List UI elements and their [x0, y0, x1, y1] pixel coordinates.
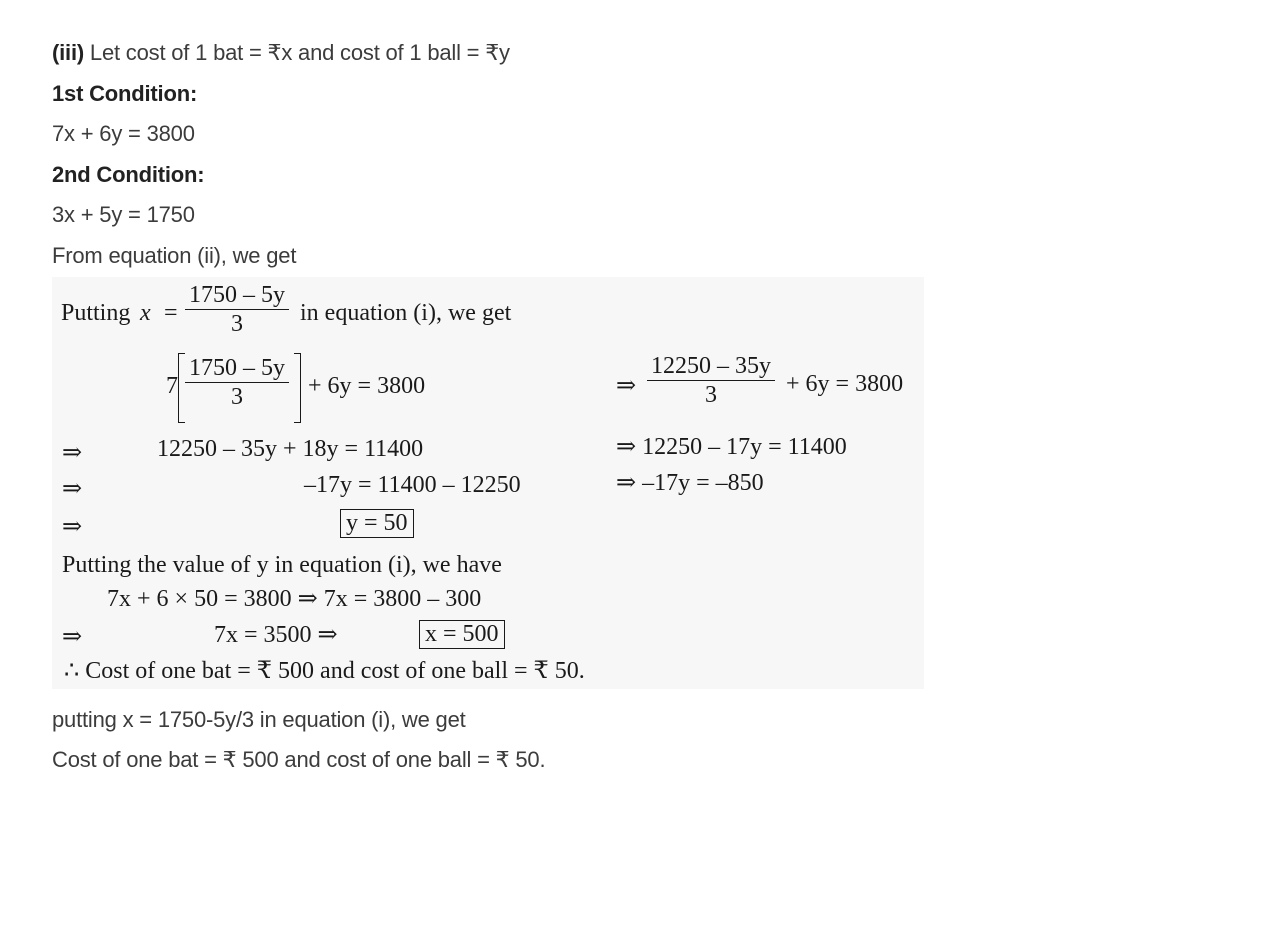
step1-fraction-denominator: 3	[231, 384, 243, 410]
step1-left-rest: + 6y = 3800	[308, 373, 426, 399]
solution-image	[52, 277, 924, 689]
implies-arrow: ⇒	[62, 624, 83, 650]
conclusion-line: ∴ Cost of one bat = ₹ 500 and cost of one ball = ₹ 50.	[64, 658, 585, 684]
condition-1-title: 1st Condition:	[52, 81, 198, 106]
final-answer-line: Cost of one bat = ₹ 500 and cost of one ball = ₹ 50.	[52, 747, 546, 772]
step6-left: 7x = 3500 ⇒	[214, 622, 338, 648]
step1-coefficient: 7	[166, 373, 178, 399]
part-label: (iii)	[52, 40, 84, 65]
putting-eq-sign: =	[164, 300, 178, 326]
fraction-x-denominator: 3	[231, 311, 243, 337]
putting-suffix: in equation (i), we get	[300, 300, 512, 326]
step1-right-denominator: 3	[705, 382, 717, 408]
implies-arrow: ⇒	[62, 514, 83, 540]
fraction-x	[185, 281, 289, 338]
condition-1-equation: 7x + 6y = 3800	[52, 121, 195, 146]
putting-var: x	[140, 300, 151, 326]
value-y-line: Putting the value of y in equation (i), we have	[62, 552, 502, 578]
boxed-y-answer: y = 50	[340, 509, 414, 538]
step1-right-rest: + 6y = 3800	[786, 371, 904, 397]
right-bracket	[294, 353, 301, 423]
implies-arrow: ⇒	[62, 440, 83, 466]
step1-right-fraction	[647, 352, 775, 409]
fraction-x-numerator: 1750 – 5y	[189, 282, 285, 308]
step2-left: 12250 – 35y + 18y = 11400	[157, 436, 424, 462]
intro-line	[52, 40, 510, 66]
step3-left: –17y = 11400 – 12250	[304, 472, 521, 498]
step2-right: ⇒ 12250 – 17y = 11400	[616, 434, 847, 460]
intro-text: Let cost of 1 bat = ₹x and cost of 1 ball = ₹y	[84, 40, 510, 65]
step3-right: ⇒ –17y = –850	[616, 470, 764, 496]
left-bracket	[178, 353, 185, 423]
boxed-x-answer: x = 500	[419, 620, 505, 649]
implies-arrow: ⇒	[62, 476, 83, 502]
condition-2-equation: 3x + 5y = 1750	[52, 202, 195, 227]
step1-fraction	[185, 354, 289, 411]
condition-2-title: 2nd Condition:	[52, 162, 205, 187]
step5: 7x + 6 × 50 = 3800 ⇒ 7x = 3800 – 300	[107, 586, 482, 612]
putting-x-line: putting x = 1750-5y/3 in equation (i), we get	[52, 707, 466, 732]
putting-prefix: Putting	[61, 300, 131, 326]
step1-right-numerator: 12250 – 35y	[651, 353, 771, 379]
step1-fraction-numerator: 1750 – 5y	[189, 355, 285, 381]
from-equation-line: From equation (ii), we get	[52, 243, 297, 268]
step1-right-arrow: ⇒	[616, 373, 637, 399]
